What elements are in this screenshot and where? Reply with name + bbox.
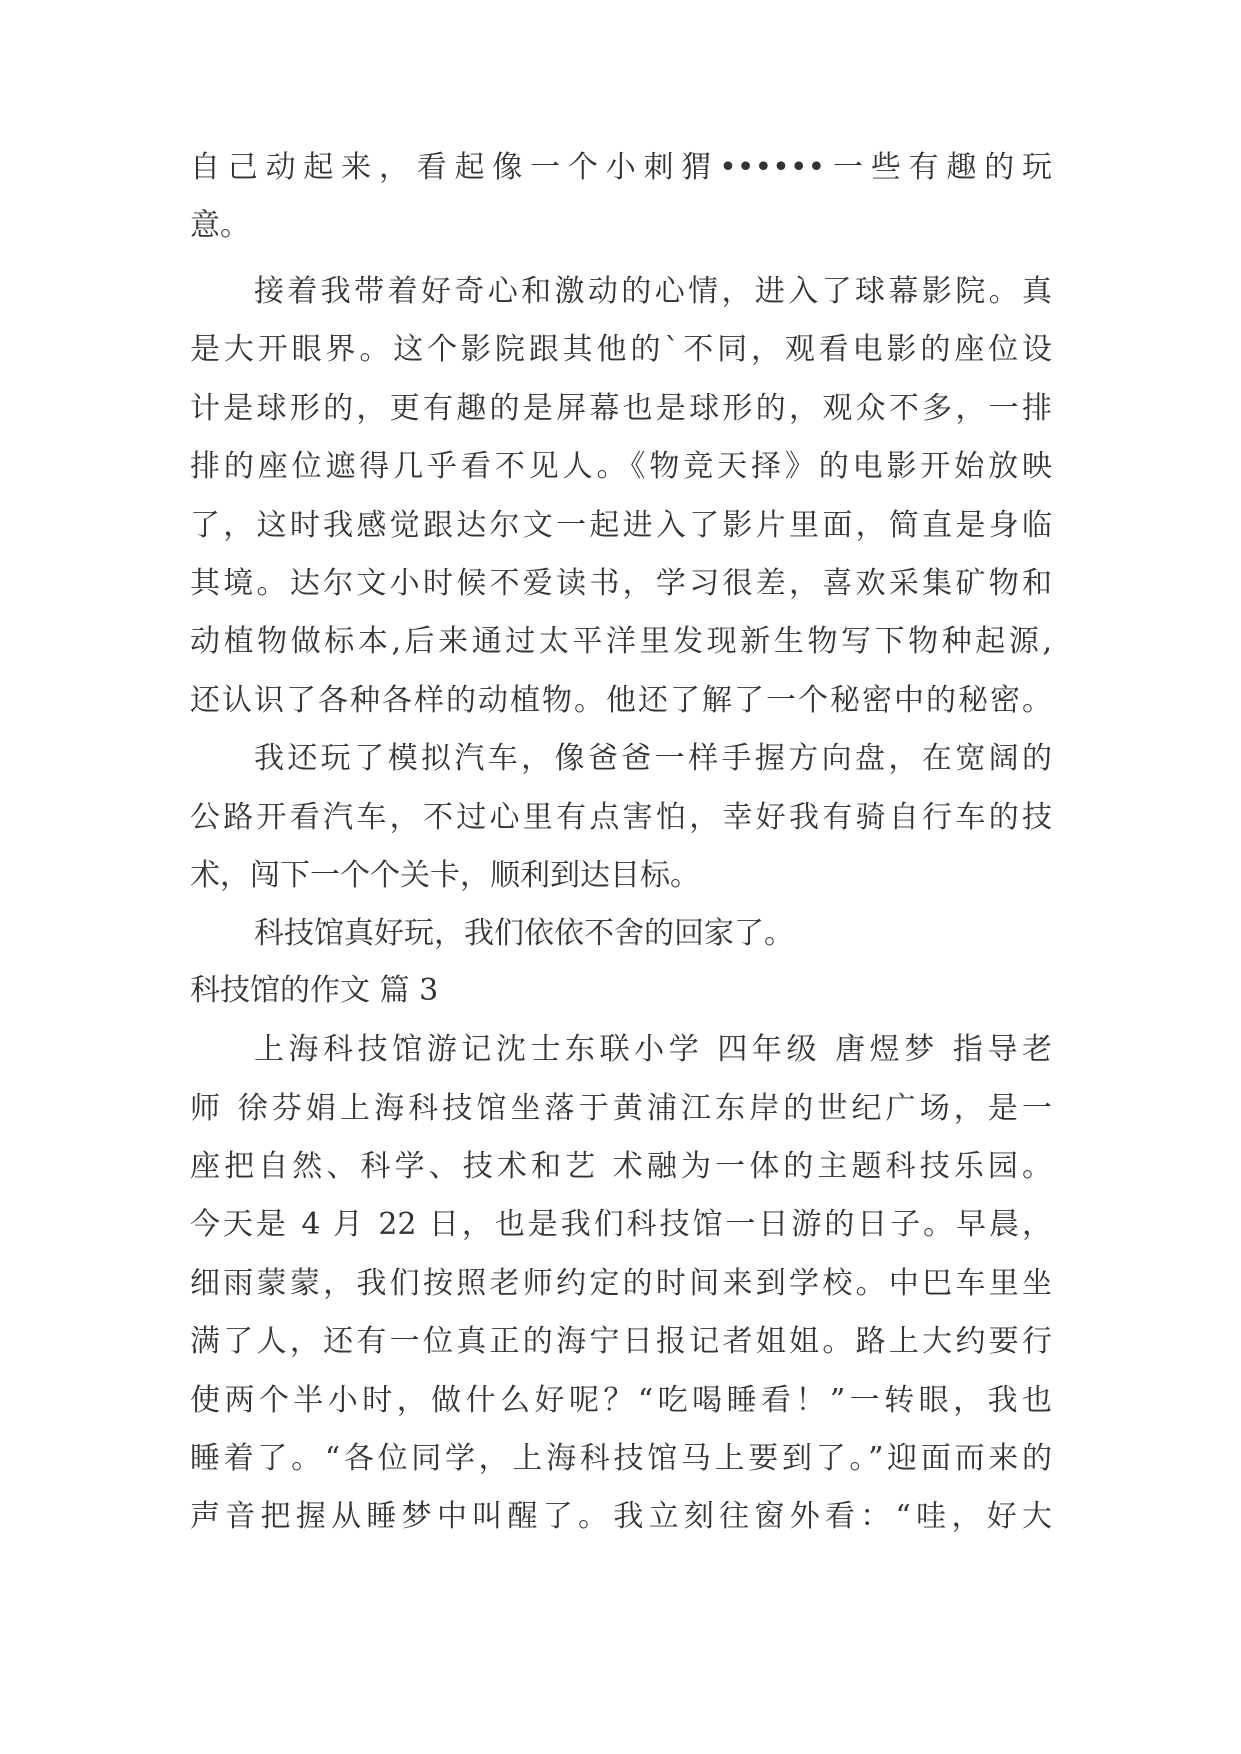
text-line: 动植物做标本,后来通过太平洋里发现新生物写下物种起源, <box>190 624 1052 659</box>
text-line: 座把自然、科学、技术和艺 术融为一体的主题科技乐园。 <box>190 1149 1052 1184</box>
text-line: 公路开看汽车，不过心里有点害怕，幸好我有骑自行车的技 <box>190 800 1052 835</box>
text-line: 了，这时我感觉跟达尔文一起进入了影片里面，简直是身临 <box>190 508 1052 543</box>
text-line: 科技馆真好玩，我们依依不舍的回家了。 <box>254 916 794 951</box>
text-line: 是大开眼界。这个影院跟其他的`不同，观看电影的座位设 <box>190 332 1052 367</box>
text-line: 接着我带着好奇心和激动的心情，进入了球幕影院。真 <box>254 274 1052 309</box>
text-line: 上海科技馆游记沈士东联小学 四年级 唐煜梦 指导老 <box>254 1032 1052 1067</box>
text-line: 使两个半小时，做什么好呢？“吃喝睡看！”一转眼，我也 <box>190 1383 1052 1418</box>
text-line: 还认识了各种各样的动植物。他还了解了一个秘密中的秘密。 <box>190 683 1052 718</box>
text-line: 计是球形的，更有趣的是屏幕也是球形的，观众不多，一排 <box>190 391 1052 426</box>
text-line: 我还玩了模拟汽车，像爸爸一样手握方向盘，在宽阔的 <box>254 741 1052 776</box>
text-line: 满了人，还有一位真正的海宁日报记者姐姐。路上大约要行 <box>190 1324 1052 1359</box>
text-line: 师 徐芬娟上海科技馆坐落于黄浦江东岸的世纪广场，是一 <box>190 1091 1052 1126</box>
text-line: 今天是 4 月 22 日，也是我们科技馆一日游的日子。早晨， <box>190 1207 1052 1242</box>
text-line: 声音把握从睡梦中叫醒了。我立刻往窗外看：“哇，好大 <box>190 1499 1052 1534</box>
text-line: 排的座位遮得几乎看不见人。《物竞天择》的电影开始放映 <box>190 449 1052 484</box>
text-line: 自己动起来，看起像一个小刺猬••••••一些有趣的玩 <box>190 150 1052 185</box>
text-line: 其境。达尔文小时候不爱读书，学习很差，喜欢采集矿物和 <box>190 566 1052 601</box>
text-line: 术，闯下一个个关卡，顺利到达目标。 <box>190 858 700 893</box>
text-line: 细雨蒙蒙，我们按照老师约定的时间来到学校。中巴车里坐 <box>190 1266 1052 1301</box>
section-heading: 科技馆的作文 篇 3 <box>190 973 439 1008</box>
text-line: 睡着了。“各位同学，上海科技馆马上要到了。”迎面而来的 <box>190 1441 1052 1476</box>
text-line: 意。 <box>190 208 250 243</box>
